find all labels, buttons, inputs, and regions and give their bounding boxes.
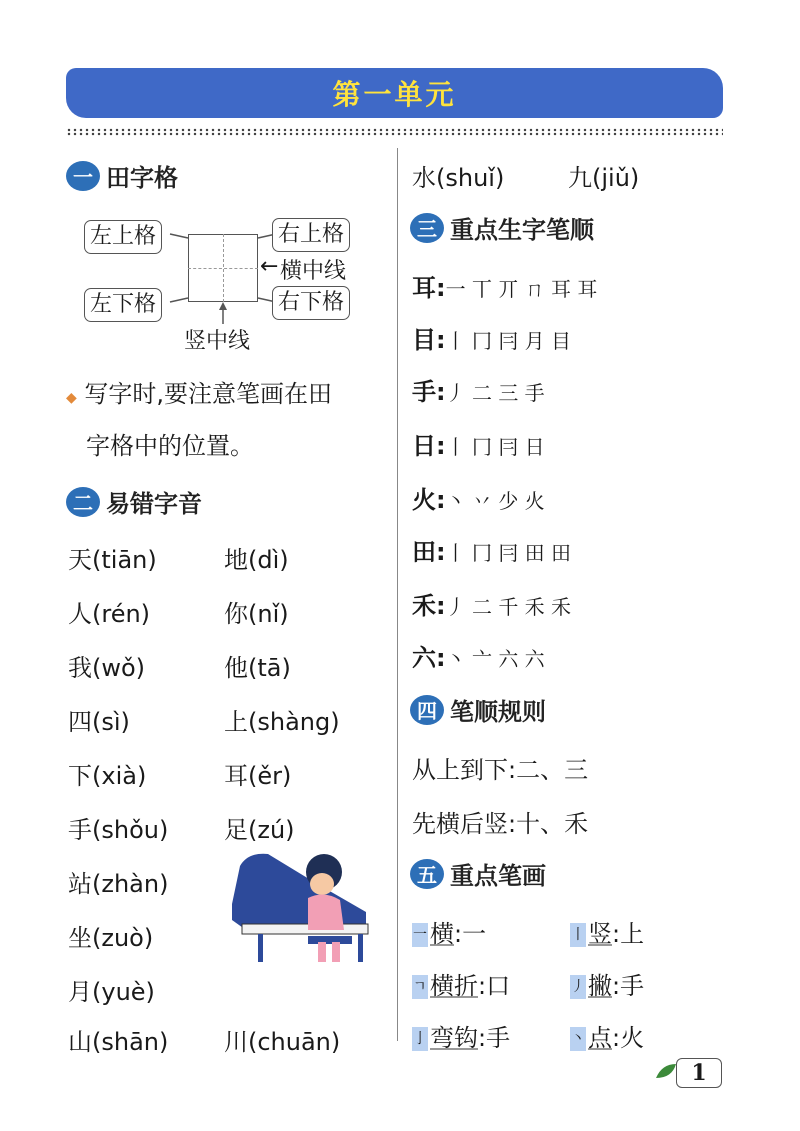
stroke-glyph: ㄱ: [412, 975, 428, 999]
tianzige-diagram: [84, 212, 364, 362]
pinyin-item: 他(tā): [224, 654, 291, 682]
stroke-order-row: 日:丨 冂 冃 日: [412, 432, 545, 460]
pinyin-item: 足(zú): [224, 816, 295, 844]
pinyin-item: 地(dì): [224, 546, 289, 574]
note-line-1: ◆ 写字时,要注意笔画在田: [66, 380, 333, 408]
horizontal-center-line-label: 横中线: [280, 259, 347, 284]
pinyin-item: 下(xià): [68, 762, 147, 790]
piano-child-illustration: [228, 846, 378, 970]
pinyin-item: 坐(zuò): [68, 924, 154, 952]
stroke-glyph: 一: [412, 923, 428, 947]
section-5-badge: 五: [410, 859, 444, 889]
stroke-glyph: 丿: [570, 975, 586, 999]
stroke-order-row: 手:丿 二 三 手: [412, 378, 545, 406]
stroke-glyph: 丨: [570, 923, 586, 947]
stroke-order-row: 田:丨 冂 冃 田 田: [412, 538, 572, 566]
diamond-bullet-icon: ◆: [66, 390, 77, 406]
rule-item: 从上到下:二、三: [412, 756, 589, 784]
unit-banner: [66, 68, 723, 118]
pinyin-item: 九(jiǔ): [568, 164, 640, 192]
key-stroke-item: 丶 点:火: [571, 1024, 645, 1052]
section-3-header: [410, 210, 594, 245]
pinyin-item: 天(tiān): [68, 546, 157, 574]
bottom-left-cell-label: 左下格: [84, 288, 162, 322]
stroke-order-row: 目:丨 冂 冃 月 目: [412, 326, 572, 354]
note-line-2: 字格中的位置。: [86, 432, 254, 460]
section-5-header: [410, 856, 546, 891]
pinyin-item: 人(rén): [68, 600, 151, 628]
stroke-glyph: 丶: [570, 1027, 586, 1051]
key-stroke-item: 一 横:一: [413, 920, 487, 948]
section-4-badge: 四: [410, 695, 444, 725]
pinyin-item: 我(wǒ): [68, 654, 146, 682]
dotted-divider: [66, 128, 723, 136]
column-divider: [397, 148, 398, 1041]
unit-title: 第一单元: [332, 78, 457, 111]
leaf-icon: [654, 1060, 678, 1084]
pinyin-item: 水(shuǐ): [412, 164, 505, 192]
rule-item: 先横后竖:十、禾: [412, 810, 589, 838]
section-3-badge: 三: [410, 213, 444, 243]
pinyin-item: 站(zhàn): [68, 870, 169, 898]
pinyin-item: 耳(ěr): [224, 762, 292, 790]
stroke-order-row: 火:丶 丷 少 火: [412, 486, 545, 514]
stroke-glyph: 亅: [412, 1027, 428, 1051]
section-1-header: [66, 158, 178, 193]
arrow-glyph: ←: [260, 254, 279, 279]
pinyin-item: 月(yuè): [68, 978, 155, 1006]
section-4-header: [410, 692, 546, 727]
section-5-title: 重点笔画: [450, 862, 546, 890]
pinyin-item: 你(nǐ): [224, 600, 289, 628]
pinyin-item: 川(chuān): [224, 1028, 341, 1056]
section-2-title: 易错字音: [106, 490, 202, 518]
pinyin-item: 山(shān): [68, 1028, 169, 1056]
section-2-badge: 二: [66, 487, 100, 517]
stroke-order-row: 耳:一 丅 丌 ㄇ 耳 耳: [412, 274, 598, 302]
stroke-order-row: 禾:丿 二 千 禾 禾: [412, 592, 572, 620]
bottom-right-cell-label: 右下格: [272, 286, 350, 320]
key-stroke-item: 亅 弯钩:手: [413, 1024, 511, 1052]
section-1-title: 田字格: [106, 164, 178, 192]
top-left-cell-label: 左上格: [84, 220, 162, 254]
pinyin-item: 四(sì): [68, 708, 130, 736]
key-stroke-item: 丿 撇:手: [571, 972, 645, 1000]
key-stroke-item: ㄱ 横折:口: [413, 972, 511, 1000]
section-2-header: [66, 484, 202, 519]
page-number: 1: [676, 1058, 722, 1088]
section-3-title: 重点生字笔顺: [450, 216, 594, 244]
stroke-order-row: 六:丶 亠 六 六: [412, 644, 545, 672]
section-1-badge: 一: [66, 161, 100, 191]
pinyin-item: 手(shǒu): [68, 816, 169, 844]
pinyin-item: 上(shàng): [224, 708, 340, 736]
section-4-title: 笔顺规则: [450, 698, 546, 726]
key-stroke-item: 丨 竖:上: [571, 920, 645, 948]
vertical-center-line-label: 竖中线: [184, 329, 251, 354]
top-right-cell-label: 右上格: [272, 218, 350, 252]
